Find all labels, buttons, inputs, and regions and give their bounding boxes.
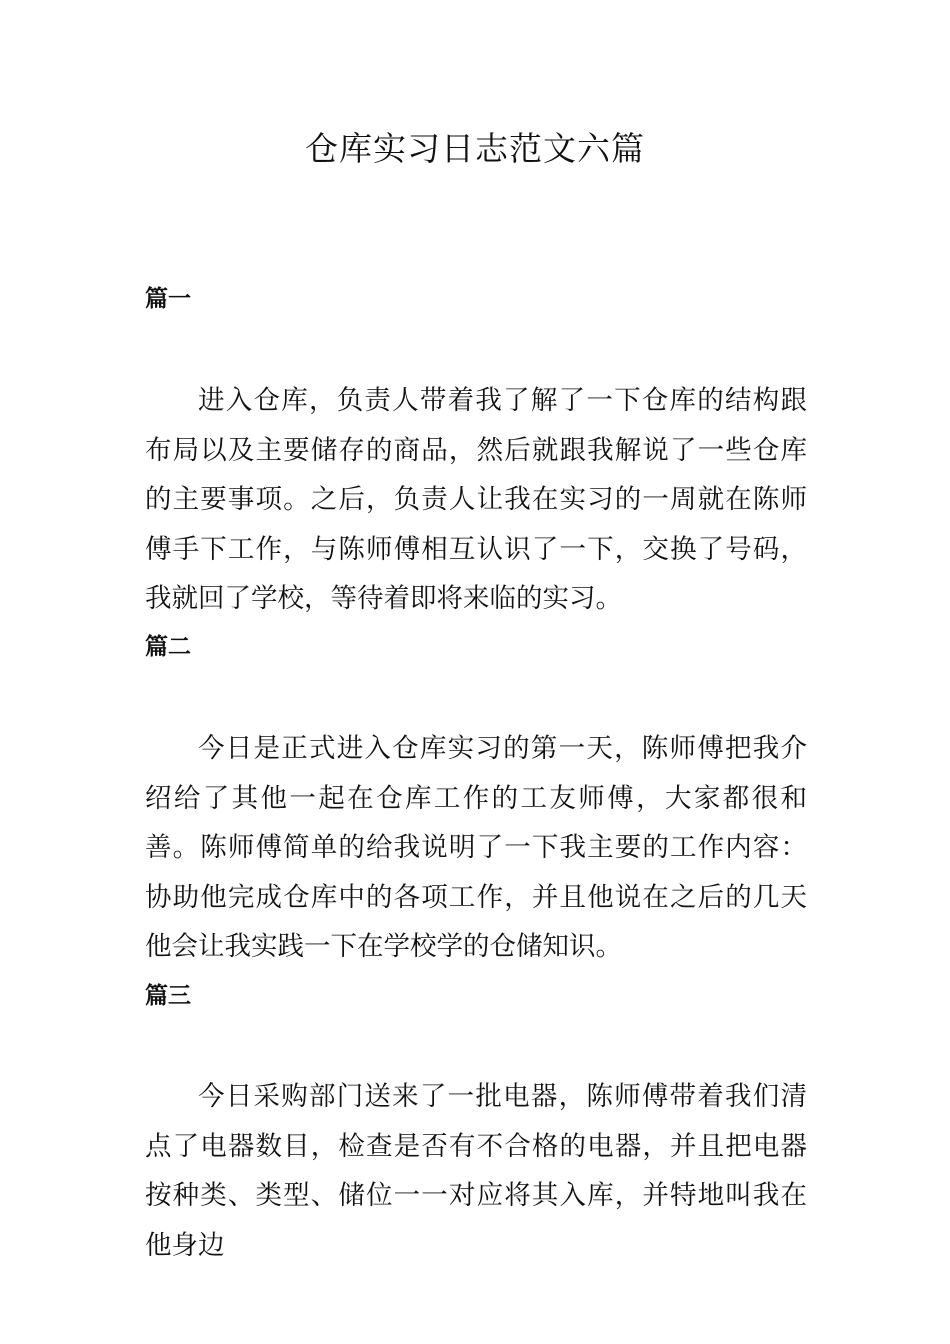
section-body-2: 今日是正式进入仓库实习的第一天，陈师傅把我介绍给了其他一起在仓库工作的工友师傅，大家都很和善。陈师傅简单的给我说明了一下我主要的工作内容：协助他完成仓库中的各项工作，并且他说在之后的几天他会让我实践一下在学校学的仓储知识。 <box>145 733 807 963</box>
document-title: 仓库实习日志范文六篇 <box>305 129 645 168</box>
section-heading-3: 篇三 <box>145 982 191 1009</box>
section-heading-1: 篇一 <box>145 285 191 312</box>
section-body-3: 今日采购部门送来了一批电器，陈师傅带着我们清点了电器数目，检查是否有不合格的电器，并且把电器按种类、类型、储位一一对应将其入库，并特地叫我在他身边 <box>145 1081 807 1261</box>
section-body-1: 进入仓库，负责人带着我了解了一下仓库的结构跟布局以及主要储存的商品，然后就跟我解说了一些仓库的主要事项。之后，负责人让我在实习的一周就在陈师傅手下工作，与陈师傅相互认识了一下，交换了号码，我就回了学校，等待着即将来临的实习。 <box>145 385 807 615</box>
section-heading-2: 篇二 <box>145 633 191 660</box>
